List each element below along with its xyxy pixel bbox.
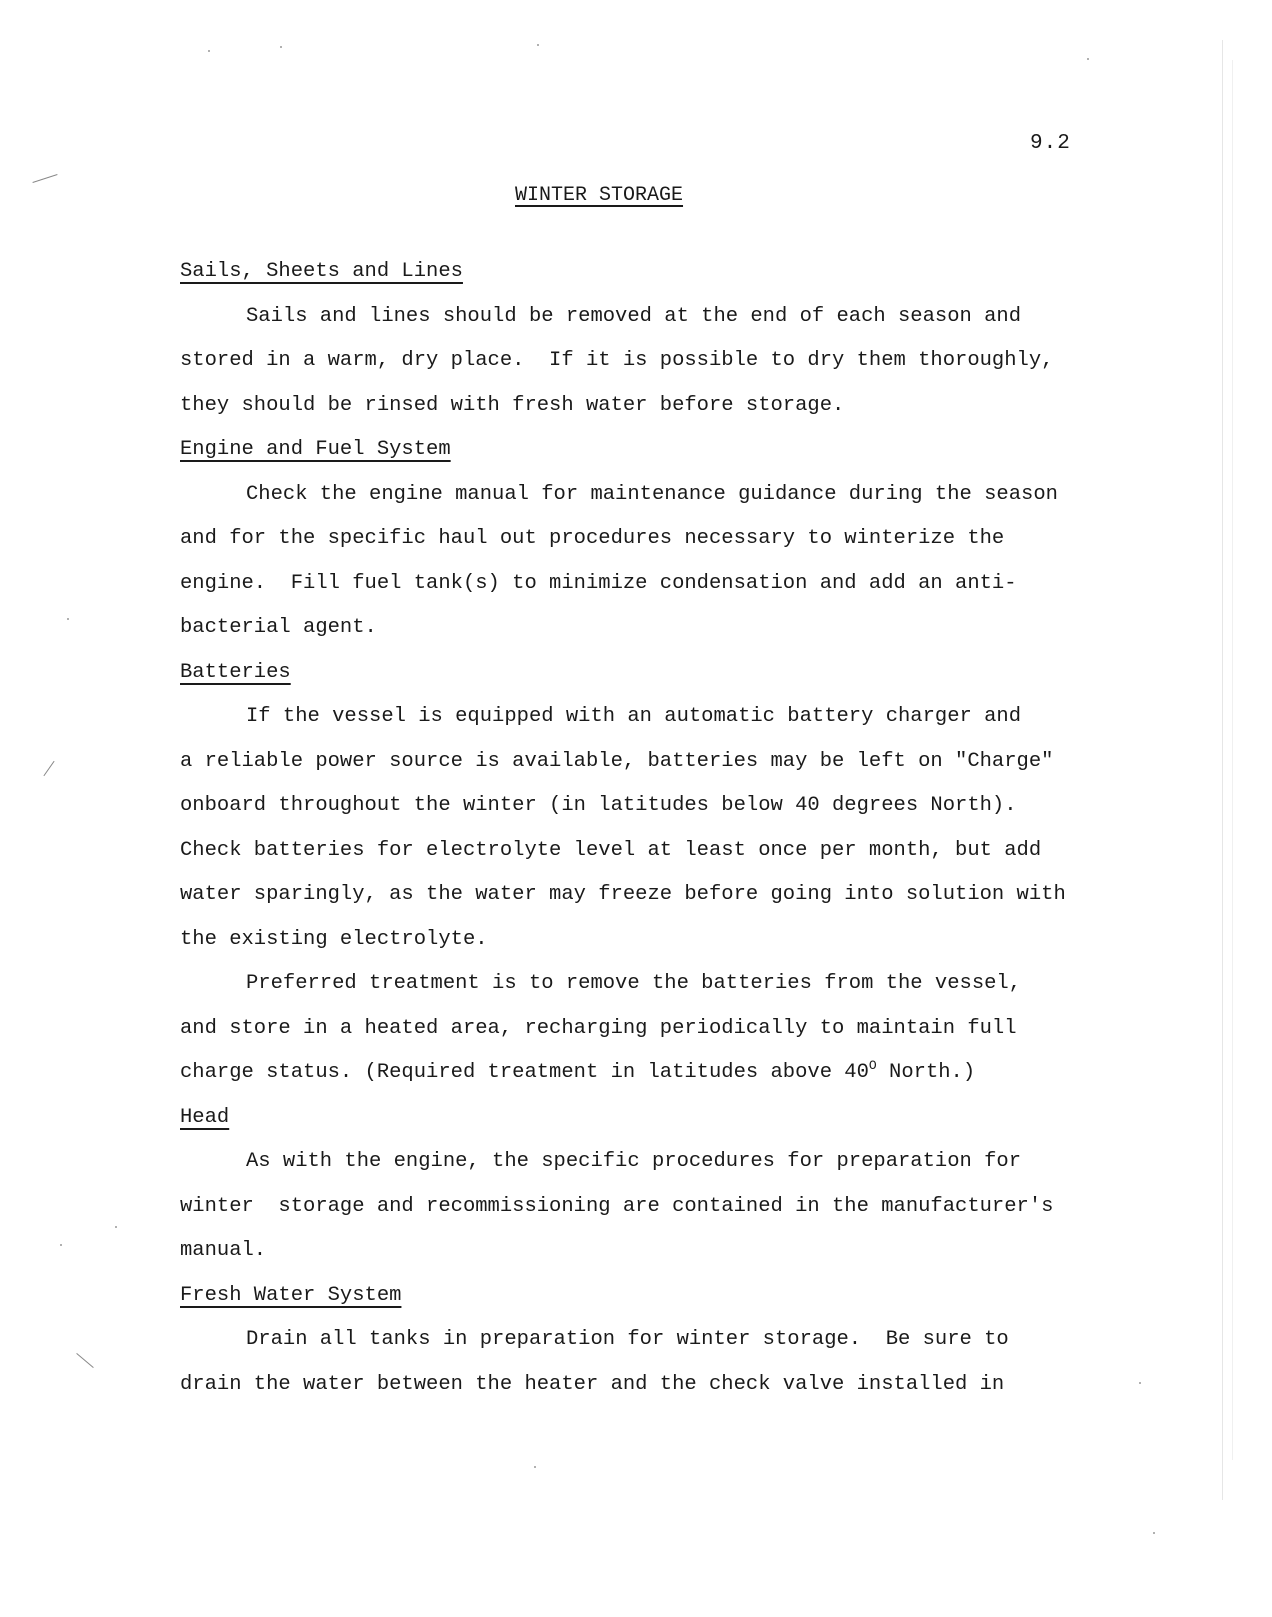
paragraph-line: and for the specific haul out procedures necessary to winterize the bbox=[180, 527, 1005, 550]
scan-speck bbox=[115, 1226, 117, 1228]
paragraph-line: manual. bbox=[180, 1239, 267, 1262]
paragraph-line: stored in a warm, dry place. If it is possible to dry them thoroughly, bbox=[180, 349, 1054, 372]
scan-speck bbox=[534, 1466, 536, 1468]
paragraph-line: they should be rinsed with fresh water before storage. bbox=[180, 393, 845, 417]
page-edge-line bbox=[1222, 40, 1223, 1500]
scan-mark bbox=[43, 761, 54, 776]
paragraph-line: Drain all tanks in preparation for winter storage. Be sure to bbox=[246, 1328, 1009, 1351]
paragraph-line: a reliable power source is available, batteries may be left on "Charge" bbox=[180, 749, 1054, 773]
paragraph-line: winter storage and recommissioning are contained in the manufacturer's bbox=[180, 1194, 1054, 1218]
paragraph-line: onboard throughout the winter (in latitudes below 40 degrees North). bbox=[180, 794, 1017, 817]
scan-speck bbox=[60, 1244, 62, 1246]
scan-speck bbox=[1087, 58, 1089, 60]
section-heading-engine: Engine and Fuel System bbox=[180, 438, 451, 461]
scan-speck bbox=[67, 618, 69, 620]
paragraph-line: the existing electrolyte. bbox=[180, 927, 488, 951]
scan-mark bbox=[32, 174, 57, 183]
paragraph-line: Sails and lines should be removed at the end of each season and bbox=[246, 304, 1022, 328]
paragraph-text: charge status. (Required treatment in latitudes above 40 bbox=[180, 1061, 869, 1084]
scan-speck bbox=[537, 44, 539, 46]
paragraph-line: As with the engine, the specific procedures for preparation for bbox=[246, 1150, 1022, 1173]
degree-superscript: O bbox=[868, 1058, 877, 1074]
paragraph-line: If the vessel is equipped with an automatic battery charger and bbox=[246, 705, 1022, 728]
paragraph-line: Check the engine manual for maintenance guidance during the season bbox=[246, 482, 1058, 506]
section-heading-batteries: Batteries bbox=[180, 660, 291, 684]
scan-speck bbox=[1153, 1532, 1155, 1534]
paragraph-line: bacterial agent. bbox=[180, 616, 377, 639]
paragraph-text: North.) bbox=[876, 1061, 976, 1084]
paragraph-line: Check batteries for electrolyte level at least once per month, but add bbox=[180, 838, 1042, 862]
paragraph-line: drain the water between the heater and the check valve installed in bbox=[180, 1372, 1005, 1396]
document-body bbox=[180, 250, 1170, 1407]
section-heading-fresh-water: Fresh Water System bbox=[180, 1283, 402, 1307]
page-edge-line-inner bbox=[1232, 60, 1233, 1460]
scan-speck bbox=[208, 50, 210, 52]
paragraph-line: engine. Fill fuel tank(s) to minimize condensation and add an anti- bbox=[180, 571, 1017, 595]
paragraph-line: Preferred treatment is to remove the batteries from the vessel, bbox=[246, 972, 1022, 995]
document-title: WINTER STORAGE bbox=[515, 184, 684, 207]
section-heading-head: Head bbox=[180, 1105, 230, 1129]
paragraph-line-degree bbox=[180, 1051, 1170, 1096]
paragraph-line: and store in a heated area, recharging periodically to maintain full bbox=[180, 1016, 1017, 1040]
paragraph-line: water sparingly, as the water may freeze before going into solution with bbox=[180, 883, 1066, 906]
scan-mark bbox=[76, 1353, 93, 1368]
scan-speck bbox=[280, 46, 282, 48]
page-number: 9.2 bbox=[1030, 132, 1071, 155]
section-heading-sails: Sails, Sheets and Lines bbox=[180, 260, 463, 283]
